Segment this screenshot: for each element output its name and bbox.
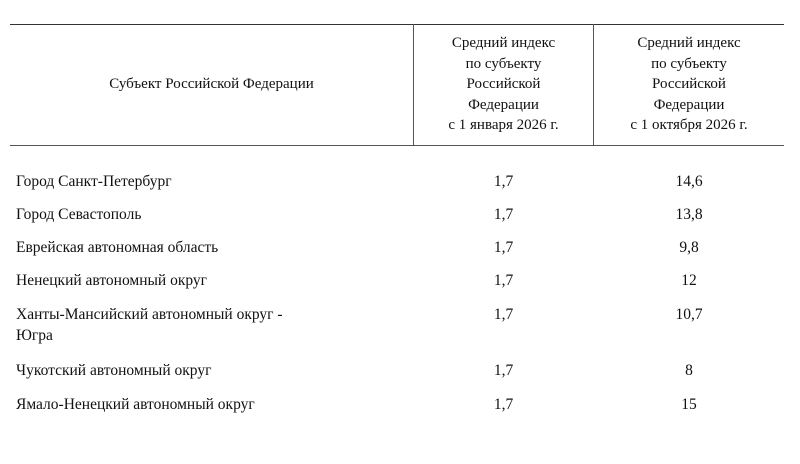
region-cell: Ханты-Мансийский автономный округ - Югра [16,306,283,344]
header-index-jan-label: Средний индекс по субъекту Российской Федерации с 1 января 2026 г. [448,35,559,134]
index-jan-cell: 1,7 [493,173,514,190]
region-cell: Город Севастополь [16,206,142,223]
index-jan-cell: 1,7 [493,362,514,379]
index-jan-cell: 1,7 [493,396,514,413]
header-region [10,24,413,145]
region-cell: Ямало-Ненецкий автономный округ [16,396,255,413]
index-oct-cell: 15 [681,396,697,413]
index-jan-cell: 1,7 [493,306,514,323]
index-oct-cell: 14,6 [675,173,703,190]
index-oct-cell: 10,7 [675,306,703,323]
header-region-label: Субъект Российской Федерации [109,76,314,93]
index-jan-cell: 1,7 [493,239,514,256]
region-cell: Ненецкий автономный округ [16,272,208,289]
header-bottom-rule [10,145,784,146]
region-cell: Чукотский автономный округ [16,362,212,379]
index-jan-cell: 1,7 [493,206,514,223]
header-index-oct-label: Средний индекс по субъекту Российской Федерации с 1 октября 2026 г. [630,35,748,134]
index-oct-cell: 8 [685,362,693,379]
index-oct-cell: 9,8 [679,239,699,256]
index-oct-cell: 12 [681,272,697,289]
header-index-oct [594,24,784,145]
region-cell: Еврейская автономная область [16,239,219,256]
index-oct-cell: 13,8 [675,206,703,223]
header-index-jan [414,24,593,145]
region-cell: Город Санкт-Петербург [16,173,172,190]
index-jan-cell: 1,7 [493,272,514,289]
